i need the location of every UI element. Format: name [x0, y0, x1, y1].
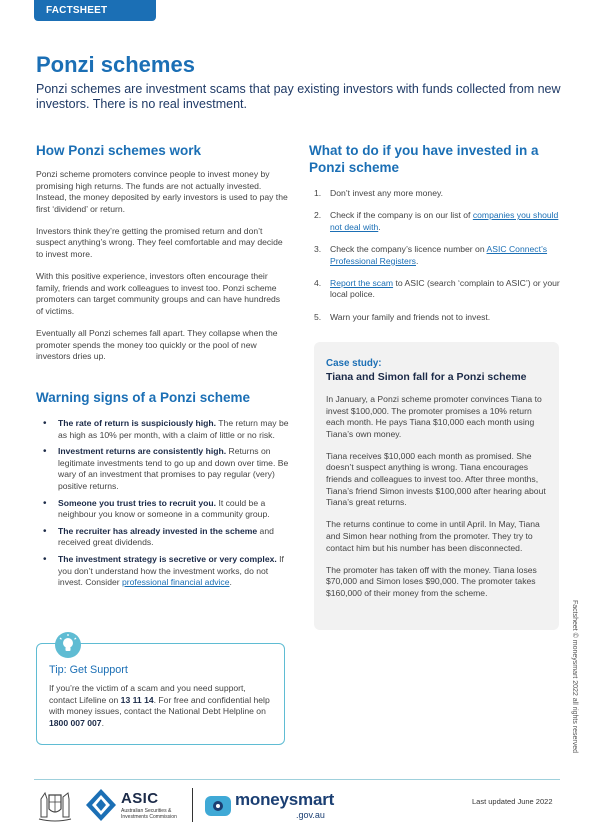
logo-divider: [192, 788, 193, 822]
step-number: 1.: [314, 188, 322, 198]
case-study-box: [314, 342, 559, 630]
step-item: [309, 312, 561, 324]
last-updated: Last updated June 2022: [472, 797, 553, 806]
tip-text: [49, 683, 272, 729]
warning-item: [36, 554, 290, 589]
moneysmart-domain: .gov.au: [296, 810, 325, 820]
coat-of-arms-icon: [35, 787, 75, 823]
warning-item-end: .: [229, 577, 232, 588]
step-text-end: to ASIC (search ‘complain to ASIC’) or your local police.: [330, 277, 560, 300]
warning-item-bold: Investment returns are consistently high.: [58, 446, 227, 457]
page-title: Ponzi schemes: [36, 52, 195, 77]
tip-text-part: . For free and confidential help with money issues, contact the National Debt Helpline on: [49, 694, 270, 717]
lightbulb-icon: [55, 632, 81, 658]
how-paragraph: Eventually all Ponzi schemes fall apart. They collapse when the promoter spends the money too quickly or the pool of new investors dries up.: [36, 328, 278, 362]
warning-item-text: Returns on legitimate investments tend to go up and down over time. Be wary of an investment that promises to pay regular (very) positive returns.: [58, 446, 289, 491]
what-heading: What to do if you have invested in a Ponzi scheme: [309, 143, 539, 175]
how-paragraph: With this positive experience, investors often encourage their family, friends and work colleagues to invest too. Ponzi scheme promoters can target community groups and can have hundreds of victims.: [36, 271, 281, 316]
companies-list-link[interactable]: companies you should not deal with: [330, 210, 559, 232]
step-text-end: .: [378, 221, 381, 232]
step-text: Check the company’s licence number on: [330, 243, 487, 254]
intro-lead: Ponzi schemes are investment scams that pay existing investors with funds collected from new investors. There is no real investment.: [36, 82, 561, 111]
footer-divider: [34, 779, 560, 780]
warning-item-bold: Someone you trust tries to recruit you.: [58, 497, 217, 508]
step-text-end: .: [415, 255, 419, 266]
step-number: 2.: [314, 210, 322, 221]
debt-helpline-number: 1800 007 007: [49, 717, 102, 728]
case-paragraph: In January, a Ponzi scheme promoter convinces Tiana to invest $100,000. The promoter promises a 10% return each month. He pays Tiana $10,000 each month using Tiana’s own money.: [326, 394, 542, 439]
report-scam-link[interactable]: Report the scam: [330, 277, 394, 288]
warning-item-text: and received great dividends.: [58, 525, 274, 548]
step-number: 5.: [314, 311, 322, 322]
warning-item-text: The return may be as high as 10% per month, with a claim of little or no risk.: [58, 418, 289, 440]
asic-subtitle: Australian Securities & Investments Commission: [121, 808, 177, 820]
step-text: Warn your family and friends not to invest.: [330, 311, 491, 322]
moneysmart-wordmark: moneysmart: [235, 790, 335, 809]
how-section: [36, 142, 288, 373]
warning-heading: Warning signs of a Ponzi scheme: [36, 390, 251, 405]
tip-box: [36, 643, 285, 745]
warning-item-bold: The rate of return is suspiciously high.: [58, 418, 217, 428]
asic-wordmark: ASIC: [121, 790, 159, 807]
step-number: 3.: [314, 243, 322, 254]
warning-item-text: It could be a neighbour you know or someone in a community group.: [58, 497, 270, 520]
step-text: Check if the company is on our list of: [330, 210, 473, 221]
asic-logo-icon: [84, 787, 118, 823]
case-study-title: Tiana and Simon fall for a Ponzi scheme: [326, 371, 527, 383]
warning-list: [36, 418, 290, 589]
case-study-label: Case study:: [326, 358, 382, 369]
tip-title: Tip: Get Support: [49, 664, 128, 676]
lifeline-number: 13 11 14: [120, 694, 154, 705]
warning-item: [36, 446, 290, 492]
how-paragraph: Ponzi scheme promoters convince people to invest money by promising high returns. The funds are not actually invested. Instead, the money deposited by early investors is used to pay the first ‘dividend’ or return.: [36, 169, 288, 214]
warning-item-bold: The recruiter has already invested in the scheme: [58, 525, 258, 536]
case-paragraph: The returns continue to come in until April. In May, Tiana and Simon hear nothing from the promoter. They try to contact him but his number has been disconnected.: [326, 519, 540, 553]
tip-text-part: If you’re the victim of a scam and you need support, contact Lifeline on: [49, 683, 246, 705]
what-to-do-section: [309, 142, 561, 334]
tip-text-part: .: [101, 717, 104, 728]
warning-signs-section: [36, 389, 290, 594]
steps-list: [309, 188, 561, 323]
how-heading: How Ponzi schemes work: [36, 143, 202, 158]
step-item: [309, 278, 561, 301]
step-number: 4.: [314, 277, 322, 288]
warning-item-text: If you don’t understand how the investment works, do not invest. Consider: [58, 553, 284, 588]
case-paragraph: Tiana receives $10,000 each month as promised. She doesn’t suspect anything is wrong. Tiana encourages friends and colleagues to invest too. After three months, Tiana’s friend Simon invests $100,000 after hearing about Tiana’s great returns.: [326, 450, 546, 508]
warning-item-bold: The investment strategy is secretive or very complex.: [58, 553, 277, 564]
warning-item: [36, 498, 290, 521]
step-item: [309, 210, 561, 233]
professional-registers-link[interactable]: ASIC Connect’s Professional Registers: [330, 243, 548, 266]
case-paragraph: The promoter has taken off with the money. Tiana loses $70,000 and Simon loses $90,000. The promoter takes $160,000 of their money from the scheme.: [326, 564, 537, 598]
factsheet-tag: FACTSHEET: [34, 0, 156, 21]
step-text: Don’t invest any more money.: [330, 188, 444, 198]
step-item: [309, 244, 561, 267]
step-item: [309, 188, 561, 200]
moneysmart-logo-icon: [205, 794, 233, 818]
how-paragraph: Investors think they’re getting the promised return and don’t suspect anything’s wrong. They feel comfortable and may decide to invest more.: [36, 225, 283, 260]
warning-item: [36, 418, 290, 441]
side-credit: Factsheet © moneysmart 2022 all rights reserved: [571, 600, 578, 754]
warning-item: [36, 526, 290, 549]
financial-advice-link[interactable]: professional financial advice: [122, 577, 230, 588]
